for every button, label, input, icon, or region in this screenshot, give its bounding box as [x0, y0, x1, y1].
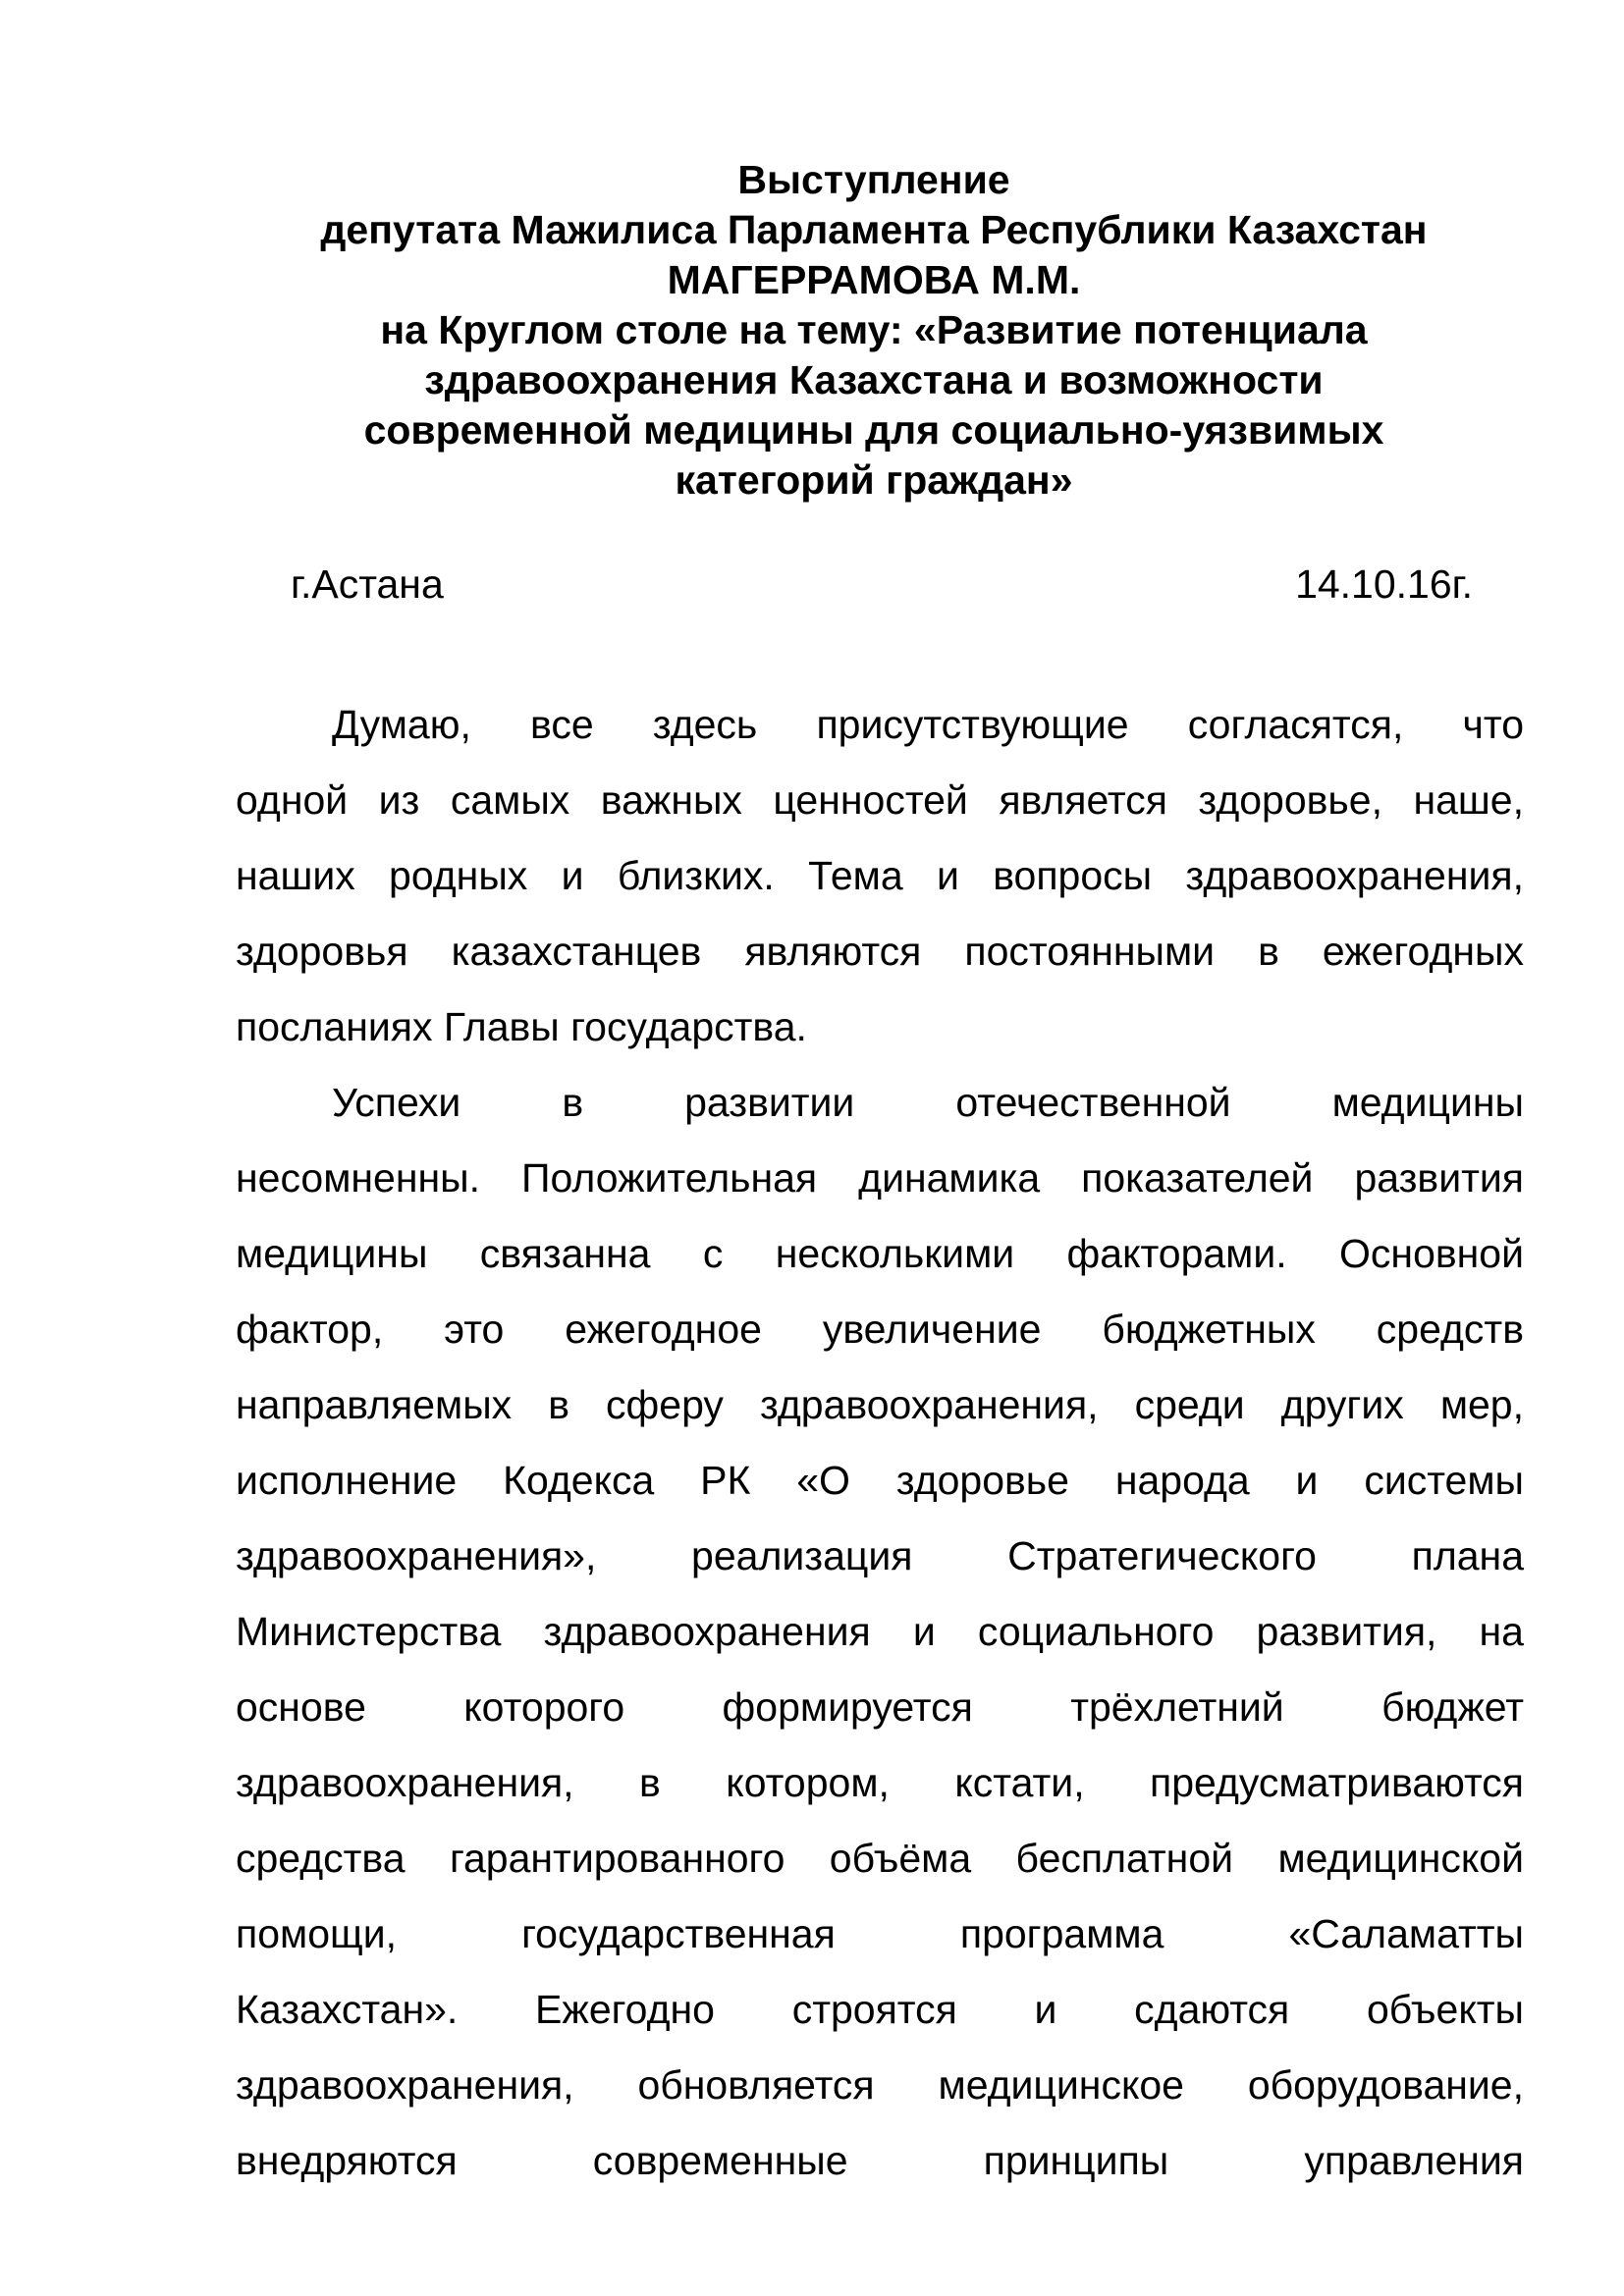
text-line: Успехи в развитии отечественной медицины [332, 1080, 1524, 1125]
paragraph [236, 687, 1524, 1065]
text-line: основе которого формируется трёхлетний бюджет [236, 1684, 1524, 1730]
title-line: на Круглом столе на тему: «Развитие потенциала [380, 307, 1368, 352]
text-line: медицины связанна с несколькими факторами. Основной [236, 1231, 1524, 1276]
text-line: Министерства здравоохранения и социального развития, на [236, 1609, 1524, 1654]
speech-title [236, 155, 1512, 506]
text-line: средства гарантированного объёма бесплатной медицинской [236, 1836, 1524, 1881]
text-line: здоровья казахстанцев являются постоянными в ежегодных [236, 929, 1524, 974]
text-line: здравоохранения, в котором, кстати, предусматриваются [236, 1760, 1524, 1805]
text-line: Думаю, все здесь присутствующие согласятся, что [332, 702, 1524, 747]
date-label: 14.10.16г. [1295, 561, 1473, 607]
text-line: наших родных и близких. Тема и вопросы здравоохранения, [236, 853, 1524, 898]
text-line: направляемых в сферу здравоохранения, среди других мер, [236, 1382, 1524, 1427]
text-line: посланиях Главы государства. [236, 1004, 807, 1049]
text-line: одной из самых важных ценностей является здоровье, наше, [236, 777, 1524, 823]
text-line: несомненны. Положительная динамика показателей развития [236, 1155, 1524, 1201]
speech-body [236, 687, 1524, 2199]
text-line: внедряются современные принципы управления [236, 2138, 1524, 2183]
title-line: категорий граждан» [675, 457, 1073, 503]
paragraph [236, 1065, 1524, 2199]
text-line: помощи, государственная программа «Саламатты [236, 1911, 1524, 1956]
text-line: фактор, это ежегодное увеличение бюджетных средств [236, 1307, 1524, 1352]
text-line: Казахстан». Ежегодно строятся и сдаются объекты [236, 1987, 1524, 2032]
title-line: Выступление [737, 157, 1010, 202]
text-line: здравоохранения, обновляется медицинское оборудование, [236, 2062, 1524, 2108]
title-line: МАГЕРРАМОВА М.М. [667, 257, 1081, 302]
text-line: здравоохранения», реализация Стратегического плана [236, 1533, 1524, 1578]
title-line: здравоохранения Казахстана и возможности [424, 357, 1324, 402]
title-line: современной медицины для социально-уязвимых [363, 407, 1384, 453]
title-line: депутата Мажилиса Парламента Республики Казахстан [320, 207, 1428, 252]
text-line: исполнение Кодекса РК «О здоровье народа и системы [236, 1458, 1524, 1503]
place-label: г.Астана [291, 561, 444, 607]
